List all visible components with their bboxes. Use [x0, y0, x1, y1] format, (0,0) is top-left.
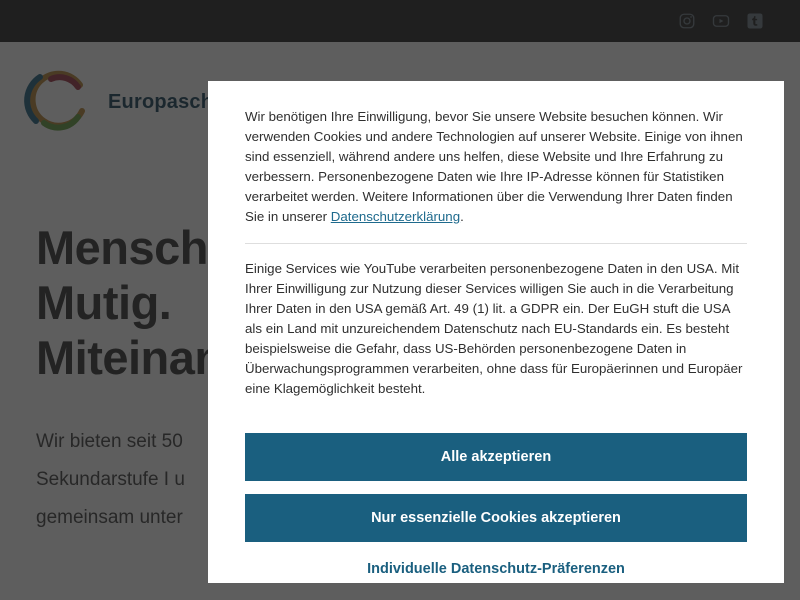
individual-privacy-preferences-button[interactable]: Individuelle Datenschutz-Präferenzen	[245, 542, 747, 583]
consent-paragraph-1-suffix: .	[460, 209, 464, 224]
consent-paragraph-1-text: Wir benötigen Ihre Einwilligung, bevor Sie unsere Website besuchen können. Wir verwenden Cookies und andere Technologien auf unserer Website. Einige von ihnen sind essenziell, während andere uns helfen, diese Website und Ihre Erfahrung zu verbessern. Personenbezogene Daten wie Ihre IP-Adresse können für Statistiken verarbeitet werden. Weitere Informationen über die Verwendung Ihrer Daten finden Sie in unserer	[245, 109, 743, 224]
consent-actions	[245, 433, 747, 583]
divider	[245, 243, 747, 244]
consent-paragraph-2: Einige Services wie YouTube verarbeiten personenbezogene Daten in den USA. Mit Ihrer Einwilligung zur Nutzung dieser Services willigen Sie auch in die Verarbeitung Ihrer Daten in den USA gemäß Art. 49 (1) lit. a GDPR ein. Der EuGH stuft die USA als ein Land mit unzureichendem Datenschutz nach EU-Standards ein. Es besteht beispielsweise die Gefahr, dass US-Behörden personenbezogene Daten in Überwachungsprogrammen verarbeiten, ohne dass für Europäerinnen und Europäer eine Klagemöglichkeit besteht.	[245, 261, 743, 396]
privacy-policy-link[interactable]: Datenschutzerklärung	[330, 209, 461, 224]
accept-essential-button[interactable]: Nur essenzielle Cookies akzeptieren	[245, 494, 747, 542]
consent-paragraph-1	[245, 107, 747, 227]
accept-all-button[interactable]: Alle akzeptieren	[245, 433, 747, 481]
cookie-consent-dialog	[208, 81, 784, 583]
